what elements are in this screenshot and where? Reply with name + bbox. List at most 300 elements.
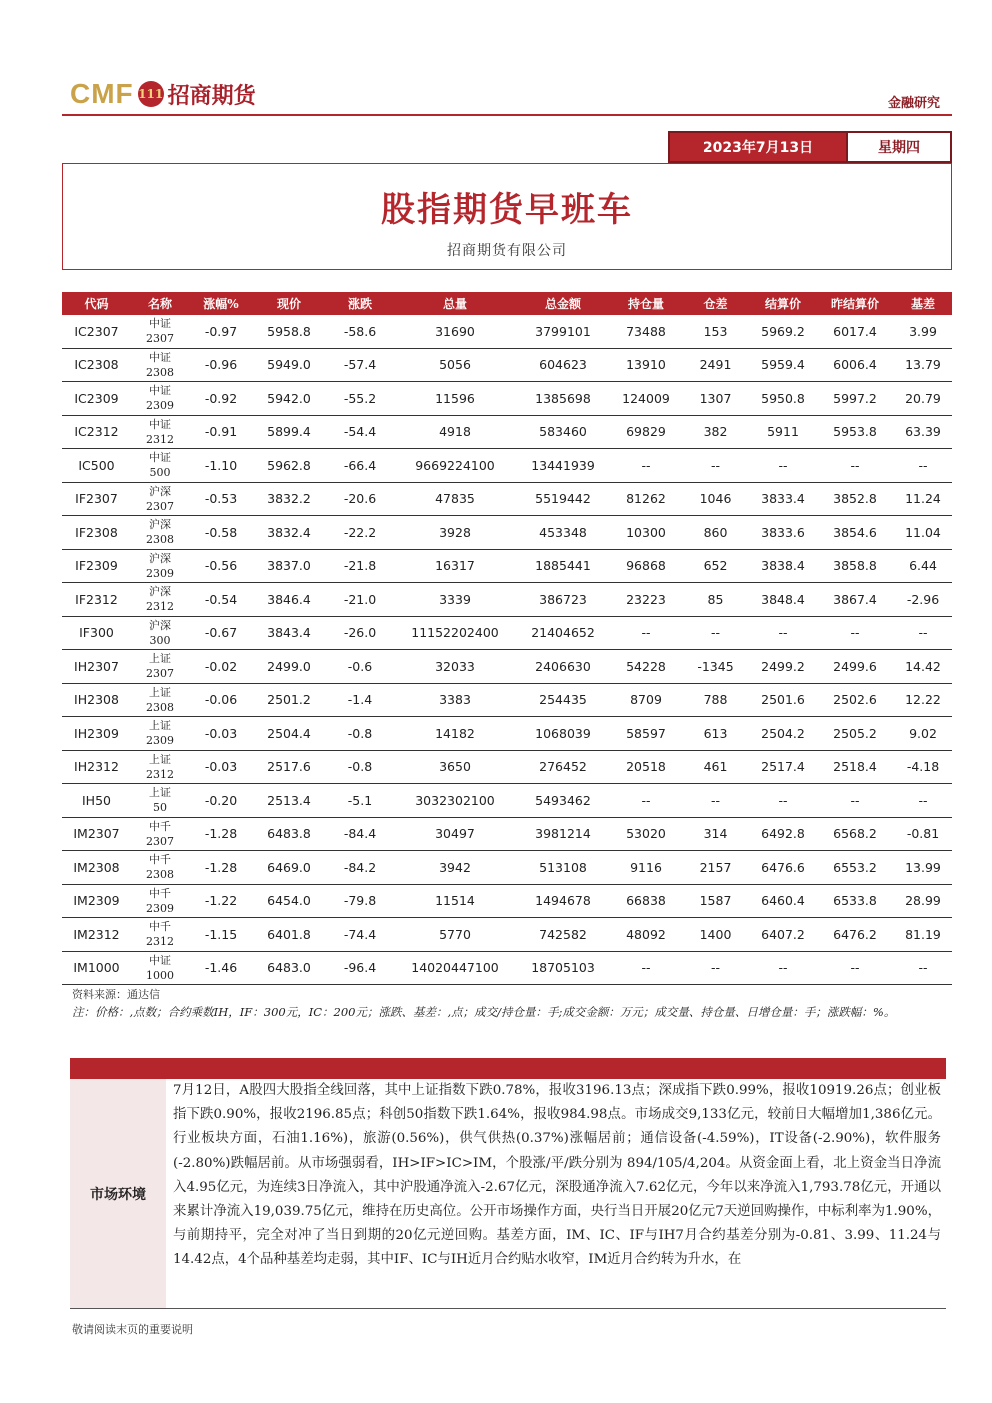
cell-chg: -79.8 xyxy=(325,884,395,918)
cell-chg-pct: -1.22 xyxy=(189,884,253,918)
table-row xyxy=(62,650,952,684)
column-header: 基差 xyxy=(894,292,952,315)
table-row xyxy=(62,449,952,483)
cell-oi-chg: 1400 xyxy=(681,918,750,952)
column-header: 仓差 xyxy=(681,292,750,315)
cell-code: IF300 xyxy=(62,616,131,650)
table-row xyxy=(62,918,952,952)
cell-prev-settle: -- xyxy=(816,951,894,985)
cell-oi: -- xyxy=(611,784,681,818)
cell-volume: 11596 xyxy=(395,382,515,416)
cell-prev-settle: 2502.6 xyxy=(816,683,894,717)
cell-volume: 3383 xyxy=(395,683,515,717)
cell-basis: -0.81 xyxy=(894,817,952,851)
cell-volume: 47835 xyxy=(395,482,515,516)
cell-code: IF2309 xyxy=(62,549,131,583)
cell-name xyxy=(131,951,189,985)
cell-volume: 30497 xyxy=(395,817,515,851)
cell-prev-settle: 3854.6 xyxy=(816,516,894,550)
cell-settle: 2501.6 xyxy=(750,683,816,717)
cell-name xyxy=(131,683,189,717)
column-header: 昨结算价 xyxy=(816,292,894,315)
cell-oi: 96868 xyxy=(611,549,681,583)
cell-code: IH2309 xyxy=(62,717,131,751)
cell-name xyxy=(131,616,189,650)
cell-chg: -26.0 xyxy=(325,616,395,650)
name-contract: 1000 xyxy=(146,968,174,982)
name-index: 中证 xyxy=(149,384,171,398)
table-row xyxy=(62,482,952,516)
futures-table xyxy=(62,292,952,985)
cell-basis: -2.96 xyxy=(894,583,952,617)
cell-basis: 81.19 xyxy=(894,918,952,952)
cell-oi-chg: 2491 xyxy=(681,348,750,382)
cell-amount: 513108 xyxy=(515,851,611,885)
cell-amount: 1068039 xyxy=(515,717,611,751)
name-contract: 2312 xyxy=(146,935,174,949)
cell-name xyxy=(131,650,189,684)
table-header-row xyxy=(62,292,952,315)
cell-chg-pct: -0.54 xyxy=(189,583,253,617)
table-row xyxy=(62,717,952,751)
cell-volume: 3339 xyxy=(395,583,515,617)
cell-chg-pct: -0.92 xyxy=(189,382,253,416)
cell-amount: 1385698 xyxy=(515,382,611,416)
table-row xyxy=(62,750,952,784)
cell-name xyxy=(131,851,189,885)
name-contract: 2312 xyxy=(146,600,174,614)
table-row xyxy=(62,415,952,449)
cell-price: 2499.0 xyxy=(253,650,325,684)
cell-chg-pct: -0.53 xyxy=(189,482,253,516)
cell-oi: 58597 xyxy=(611,717,681,751)
cell-oi-chg: -- xyxy=(681,951,750,985)
name-contract: 2307 xyxy=(146,667,174,681)
table-row xyxy=(62,549,952,583)
cell-volume: 16317 xyxy=(395,549,515,583)
cell-name xyxy=(131,717,189,751)
data-source: 资料来源：通达信 xyxy=(72,988,160,1001)
cell-price: 2517.6 xyxy=(253,750,325,784)
cell-prev-settle: -- xyxy=(816,449,894,483)
cell-oi-chg: 1046 xyxy=(681,482,750,516)
cell-chg-pct: -1.28 xyxy=(189,851,253,885)
cell-chg-pct: -0.96 xyxy=(189,348,253,382)
cell-oi-chg: 85 xyxy=(681,583,750,617)
column-header: 结算价 xyxy=(750,292,816,315)
cell-volume: 5770 xyxy=(395,918,515,952)
cell-basis: 14.42 xyxy=(894,650,952,684)
cell-prev-settle: 3852.8 xyxy=(816,482,894,516)
department-label: 金融研究 xyxy=(887,96,940,111)
cell-volume: 3650 xyxy=(395,750,515,784)
cell-settle: 2517.4 xyxy=(750,750,816,784)
table-row xyxy=(62,683,952,717)
cell-name xyxy=(131,415,189,449)
cell-settle: 5911 xyxy=(750,415,816,449)
cell-prev-settle: 6568.2 xyxy=(816,817,894,851)
cell-price: 3843.4 xyxy=(253,616,325,650)
cell-settle: -- xyxy=(750,449,816,483)
cell-code: IC2312 xyxy=(62,415,131,449)
name-index: 中千 xyxy=(149,819,171,833)
column-header: 涨跌 xyxy=(325,292,395,315)
cell-chg-pct: -0.02 xyxy=(189,650,253,684)
cell-amount: 254435 xyxy=(515,683,611,717)
column-header: 总金额 xyxy=(515,292,611,315)
cell-oi: 48092 xyxy=(611,918,681,952)
cell-chg: -1.4 xyxy=(325,683,395,717)
header-divider xyxy=(62,114,952,116)
cell-oi-chg: 153 xyxy=(681,315,750,348)
cell-name xyxy=(131,549,189,583)
company-name: 招商期货有限公司 xyxy=(447,243,567,259)
name-index: 沪深 xyxy=(149,484,171,498)
cell-oi-chg: 314 xyxy=(681,817,750,851)
cell-basis: 63.39 xyxy=(894,415,952,449)
name-index: 上证 xyxy=(149,786,171,800)
cell-price: 5942.0 xyxy=(253,382,325,416)
cell-prev-settle: 6533.8 xyxy=(816,884,894,918)
name-index: 沪深 xyxy=(149,551,171,565)
cell-amount: 5493462 xyxy=(515,784,611,818)
name-index: 中证 xyxy=(149,451,171,465)
cell-price: 3846.4 xyxy=(253,583,325,617)
name-index: 上证 xyxy=(149,719,171,733)
name-index: 上证 xyxy=(149,752,171,766)
name-index: 中千 xyxy=(149,920,171,934)
cell-name xyxy=(131,583,189,617)
cell-oi-chg: -- xyxy=(681,616,750,650)
footer-divider xyxy=(70,1308,946,1309)
name-contract: 2308 xyxy=(146,365,174,379)
cell-code: IH50 xyxy=(62,784,131,818)
cell-oi-chg: -- xyxy=(681,449,750,483)
cell-oi: -- xyxy=(611,449,681,483)
cell-settle: -- xyxy=(750,616,816,650)
cell-basis: 12.22 xyxy=(894,683,952,717)
cell-amount: 3799101 xyxy=(515,315,611,348)
name-index: 沪深 xyxy=(149,585,171,599)
table-row xyxy=(62,851,952,885)
cell-basis: -- xyxy=(894,616,952,650)
footer-disclaimer: 敬请阅读末页的重要说明 xyxy=(72,1323,193,1336)
cell-settle: 3833.4 xyxy=(750,482,816,516)
cell-basis: -- xyxy=(894,449,952,483)
cell-name xyxy=(131,482,189,516)
cell-code: IM1000 xyxy=(62,951,131,985)
cell-chg-pct: -1.15 xyxy=(189,918,253,952)
cell-code: IC2307 xyxy=(62,315,131,348)
cell-code: IH2307 xyxy=(62,650,131,684)
cell-chg: -20.6 xyxy=(325,482,395,516)
cell-amount: 1885441 xyxy=(515,549,611,583)
cell-oi: 13910 xyxy=(611,348,681,382)
cell-prev-settle: 5997.2 xyxy=(816,382,894,416)
cell-code: IC500 xyxy=(62,449,131,483)
column-header: 现价 xyxy=(253,292,325,315)
company-logo xyxy=(70,78,256,110)
logo-cmf-text: CMF xyxy=(70,78,134,109)
cell-amount: 1494678 xyxy=(515,884,611,918)
cell-oi: 81262 xyxy=(611,482,681,516)
cell-code: IH2312 xyxy=(62,750,131,784)
name-index: 中证 xyxy=(149,417,171,431)
cell-price: 5962.8 xyxy=(253,449,325,483)
name-contract: 2307 xyxy=(146,499,174,513)
cell-basis: 20.79 xyxy=(894,382,952,416)
table-note: 注：价格：,点数；合约乘数IH，IF：300元，IC：200元；涨跌、基差：,点；成交/持仓量：手;成交金额：万元；成交量、持仓量、日增仓量：手；涨跌幅：%。 xyxy=(72,1005,896,1019)
cell-code: IF2307 xyxy=(62,482,131,516)
cell-prev-settle: -- xyxy=(816,616,894,650)
cell-volume: 3928 xyxy=(395,516,515,550)
cell-settle: 6460.4 xyxy=(750,884,816,918)
cell-basis: 3.99 xyxy=(894,315,952,348)
cell-prev-settle: 5953.8 xyxy=(816,415,894,449)
cell-price: 3832.2 xyxy=(253,482,325,516)
cell-basis: -- xyxy=(894,951,952,985)
name-contract: 2309 xyxy=(146,901,174,915)
cell-settle: 6476.6 xyxy=(750,851,816,885)
cell-settle: 6492.8 xyxy=(750,817,816,851)
cell-oi-chg: -1345 xyxy=(681,650,750,684)
cell-volume: 32033 xyxy=(395,650,515,684)
cell-settle: 2504.2 xyxy=(750,717,816,751)
column-header: 涨幅% xyxy=(189,292,253,315)
cell-amount: 604623 xyxy=(515,348,611,382)
title-box xyxy=(62,163,952,270)
name-index: 中千 xyxy=(149,886,171,900)
name-contract: 500 xyxy=(149,466,171,480)
cell-basis: 11.04 xyxy=(894,516,952,550)
table-row xyxy=(62,315,952,348)
name-index: 中证 xyxy=(149,953,171,967)
cell-settle: -- xyxy=(750,784,816,818)
cell-oi-chg: 860 xyxy=(681,516,750,550)
cell-oi-chg: 652 xyxy=(681,549,750,583)
cell-code: IC2309 xyxy=(62,382,131,416)
cell-settle: 5959.4 xyxy=(750,348,816,382)
cell-code: IM2312 xyxy=(62,918,131,952)
cell-chg-pct: -0.97 xyxy=(189,315,253,348)
cell-price: 6483.8 xyxy=(253,817,325,851)
column-header: 代码 xyxy=(62,292,131,315)
cell-volume: 14182 xyxy=(395,717,515,751)
cell-basis: 13.79 xyxy=(894,348,952,382)
column-header: 总量 xyxy=(395,292,515,315)
cell-code: IF2312 xyxy=(62,583,131,617)
column-header: 持仓量 xyxy=(611,292,681,315)
cell-volume: 5056 xyxy=(395,348,515,382)
cell-chg-pct: -0.91 xyxy=(189,415,253,449)
cell-chg: -74.4 xyxy=(325,918,395,952)
cell-settle: 6407.2 xyxy=(750,918,816,952)
cell-settle: 5950.8 xyxy=(750,382,816,416)
table-row xyxy=(62,784,952,818)
cell-volume: 4918 xyxy=(395,415,515,449)
name-contract: 2307 xyxy=(146,834,174,848)
date-box xyxy=(668,131,952,163)
cell-oi: 124009 xyxy=(611,382,681,416)
cell-prev-settle: 2499.6 xyxy=(816,650,894,684)
cell-prev-settle: 6006.4 xyxy=(816,348,894,382)
cell-prev-settle: 3867.4 xyxy=(816,583,894,617)
cell-price: 5958.8 xyxy=(253,315,325,348)
cell-name xyxy=(131,817,189,851)
name-index: 中证 xyxy=(149,317,171,331)
cell-price: 6401.8 xyxy=(253,918,325,952)
cell-amount: 18705103 xyxy=(515,951,611,985)
cell-amount: 742582 xyxy=(515,918,611,952)
cell-chg-pct: -1.46 xyxy=(189,951,253,985)
cell-chg: -66.4 xyxy=(325,449,395,483)
cell-chg-pct: -0.06 xyxy=(189,683,253,717)
cell-amount: 3981214 xyxy=(515,817,611,851)
cell-oi: 53020 xyxy=(611,817,681,851)
cell-price: 5949.0 xyxy=(253,348,325,382)
name-contract: 2309 xyxy=(146,566,174,580)
cell-oi-chg: 461 xyxy=(681,750,750,784)
cell-oi: 73488 xyxy=(611,315,681,348)
cell-chg: -58.6 xyxy=(325,315,395,348)
cell-oi-chg: 788 xyxy=(681,683,750,717)
cell-basis: 11.24 xyxy=(894,482,952,516)
cell-code: IC2308 xyxy=(62,348,131,382)
section-header-band xyxy=(70,1058,946,1079)
cell-prev-settle: 3858.8 xyxy=(816,549,894,583)
cell-settle: 3833.6 xyxy=(750,516,816,550)
cell-basis: 28.99 xyxy=(894,884,952,918)
report-weekday: 星期四 xyxy=(848,133,950,161)
name-index: 沪深 xyxy=(149,518,171,532)
cell-name xyxy=(131,884,189,918)
cell-amount: 21404652 xyxy=(515,616,611,650)
cell-price: 6454.0 xyxy=(253,884,325,918)
cell-amount: 276452 xyxy=(515,750,611,784)
cell-price: 2504.4 xyxy=(253,717,325,751)
name-contract: 2308 xyxy=(146,533,174,547)
cell-amount: 5519442 xyxy=(515,482,611,516)
cell-name xyxy=(131,449,189,483)
cell-settle: 3848.4 xyxy=(750,583,816,617)
name-contract: 2308 xyxy=(146,700,174,714)
name-index: 中千 xyxy=(149,853,171,867)
cell-name xyxy=(131,382,189,416)
cell-chg-pct: -0.20 xyxy=(189,784,253,818)
cell-volume: 3032302100 xyxy=(395,784,515,818)
table-row xyxy=(62,583,952,617)
table-row xyxy=(62,817,952,851)
cell-prev-settle: -- xyxy=(816,784,894,818)
cell-prev-settle: 6017.4 xyxy=(816,315,894,348)
name-contract: 2309 xyxy=(146,399,174,413)
cell-oi: -- xyxy=(611,616,681,650)
name-contract: 2312 xyxy=(146,432,174,446)
cell-settle: 2499.2 xyxy=(750,650,816,684)
cell-price: 3832.4 xyxy=(253,516,325,550)
table-row xyxy=(62,951,952,985)
table-row xyxy=(62,616,952,650)
section-label-market: 市场环境 xyxy=(70,1079,166,1309)
cell-price: 2501.2 xyxy=(253,683,325,717)
cell-volume: 9669224100 xyxy=(395,449,515,483)
cell-chg: -0.6 xyxy=(325,650,395,684)
cell-code: IM2308 xyxy=(62,851,131,885)
logo-chinese-name: 招商期货 xyxy=(167,82,256,109)
cell-chg: -0.8 xyxy=(325,750,395,784)
cell-oi-chg: -- xyxy=(681,784,750,818)
cell-chg-pct: -0.03 xyxy=(189,750,253,784)
cell-amount: 13441939 xyxy=(515,449,611,483)
table-row xyxy=(62,516,952,550)
cell-price: 6469.0 xyxy=(253,851,325,885)
cell-chg: -96.4 xyxy=(325,951,395,985)
table-row xyxy=(62,382,952,416)
report-title: 股指期货早班车 xyxy=(381,190,633,230)
cell-chg: -5.1 xyxy=(325,784,395,818)
cell-chg: -54.4 xyxy=(325,415,395,449)
cell-basis: 9.02 xyxy=(894,717,952,751)
cell-amount: 386723 xyxy=(515,583,611,617)
cell-name xyxy=(131,315,189,348)
cell-chg-pct: -0.67 xyxy=(189,616,253,650)
cell-name xyxy=(131,784,189,818)
cell-price: 6483.0 xyxy=(253,951,325,985)
cell-chg: -55.2 xyxy=(325,382,395,416)
cell-name xyxy=(131,918,189,952)
name-contract: 50 xyxy=(153,801,167,815)
cell-oi: 23223 xyxy=(611,583,681,617)
cell-basis: -4.18 xyxy=(894,750,952,784)
name-index: 中证 xyxy=(149,350,171,364)
cell-price: 2513.4 xyxy=(253,784,325,818)
cell-volume: 14020447100 xyxy=(395,951,515,985)
name-contract: 2312 xyxy=(146,767,174,781)
cell-chg: -84.4 xyxy=(325,817,395,851)
name-contract: 2308 xyxy=(146,868,174,882)
cell-chg-pct: -1.28 xyxy=(189,817,253,851)
name-index: 上证 xyxy=(149,685,171,699)
cell-amount: 583460 xyxy=(515,415,611,449)
cell-price: 5899.4 xyxy=(253,415,325,449)
report-date: 2023年7月13日 xyxy=(670,133,848,161)
cell-code: IM2307 xyxy=(62,817,131,851)
table-row xyxy=(62,884,952,918)
table-body xyxy=(62,315,952,985)
cell-prev-settle: 6553.2 xyxy=(816,851,894,885)
cell-volume: 3942 xyxy=(395,851,515,885)
cell-basis: 6.44 xyxy=(894,549,952,583)
cell-volume: 31690 xyxy=(395,315,515,348)
cell-amount: 2406630 xyxy=(515,650,611,684)
cell-chg: -21.8 xyxy=(325,549,395,583)
cell-oi: -- xyxy=(611,951,681,985)
cell-oi: 54228 xyxy=(611,650,681,684)
cell-chg: -0.8 xyxy=(325,717,395,751)
market-commentary: 7月12日，A股四大股指全线回落，其中上证指数下跌0.78%，报收3196.13点；深成指下跌0.99%，报收10919.26点；创业板指下跌0.90%，报收2196.85点；科创50指数下跌1.64%，报收984.98点。市场成交9,133亿元，较前日大幅增加1,386亿元。行业板块方面，石油1.16%)，旅游(0.56%)，供气供热(0.37%)涨幅居前；通信设备(-4.59%)，IT设备(-2.90%)，软件服务(-2.80%)跌幅居前。从市场强弱看，IH>IF>IC>IM，个股涨/平/跌分别为 894/105/4,204。从资金面上看，北上资金当日净流入4.95亿元，为连续3日净流入，其中沪股通净流入-2.67亿元，深股通净流入7.62亿元，今年以来净流入1,793.78亿元，开通以来累计净流入19,039.75亿元，维持在历史高位。公开市场操作方面，央行当日开展20亿元7天逆回购操作，中标利率为1.90%，与前期持平，完全对冲了当日到期的20亿元逆回购。基差方面，IM、IC、IF与IH7月合约基差分别为-0.81、3.99、11.24与14.42点，4个品种基差均走弱，其中IF、IC与IH近月合约贴水收窄，IM近月合约转为升水，在 xyxy=(173,1083,941,1268)
cell-oi: 20518 xyxy=(611,750,681,784)
column-header: 名称 xyxy=(131,292,189,315)
cell-settle: 3838.4 xyxy=(750,549,816,583)
name-contract: 2307 xyxy=(146,332,174,346)
cell-oi: 10300 xyxy=(611,516,681,550)
cell-settle: -- xyxy=(750,951,816,985)
cell-name xyxy=(131,348,189,382)
cell-basis: -- xyxy=(894,784,952,818)
cell-oi-chg: 1307 xyxy=(681,382,750,416)
cell-oi-chg: 613 xyxy=(681,717,750,751)
cell-prev-settle: 2505.2 xyxy=(816,717,894,751)
